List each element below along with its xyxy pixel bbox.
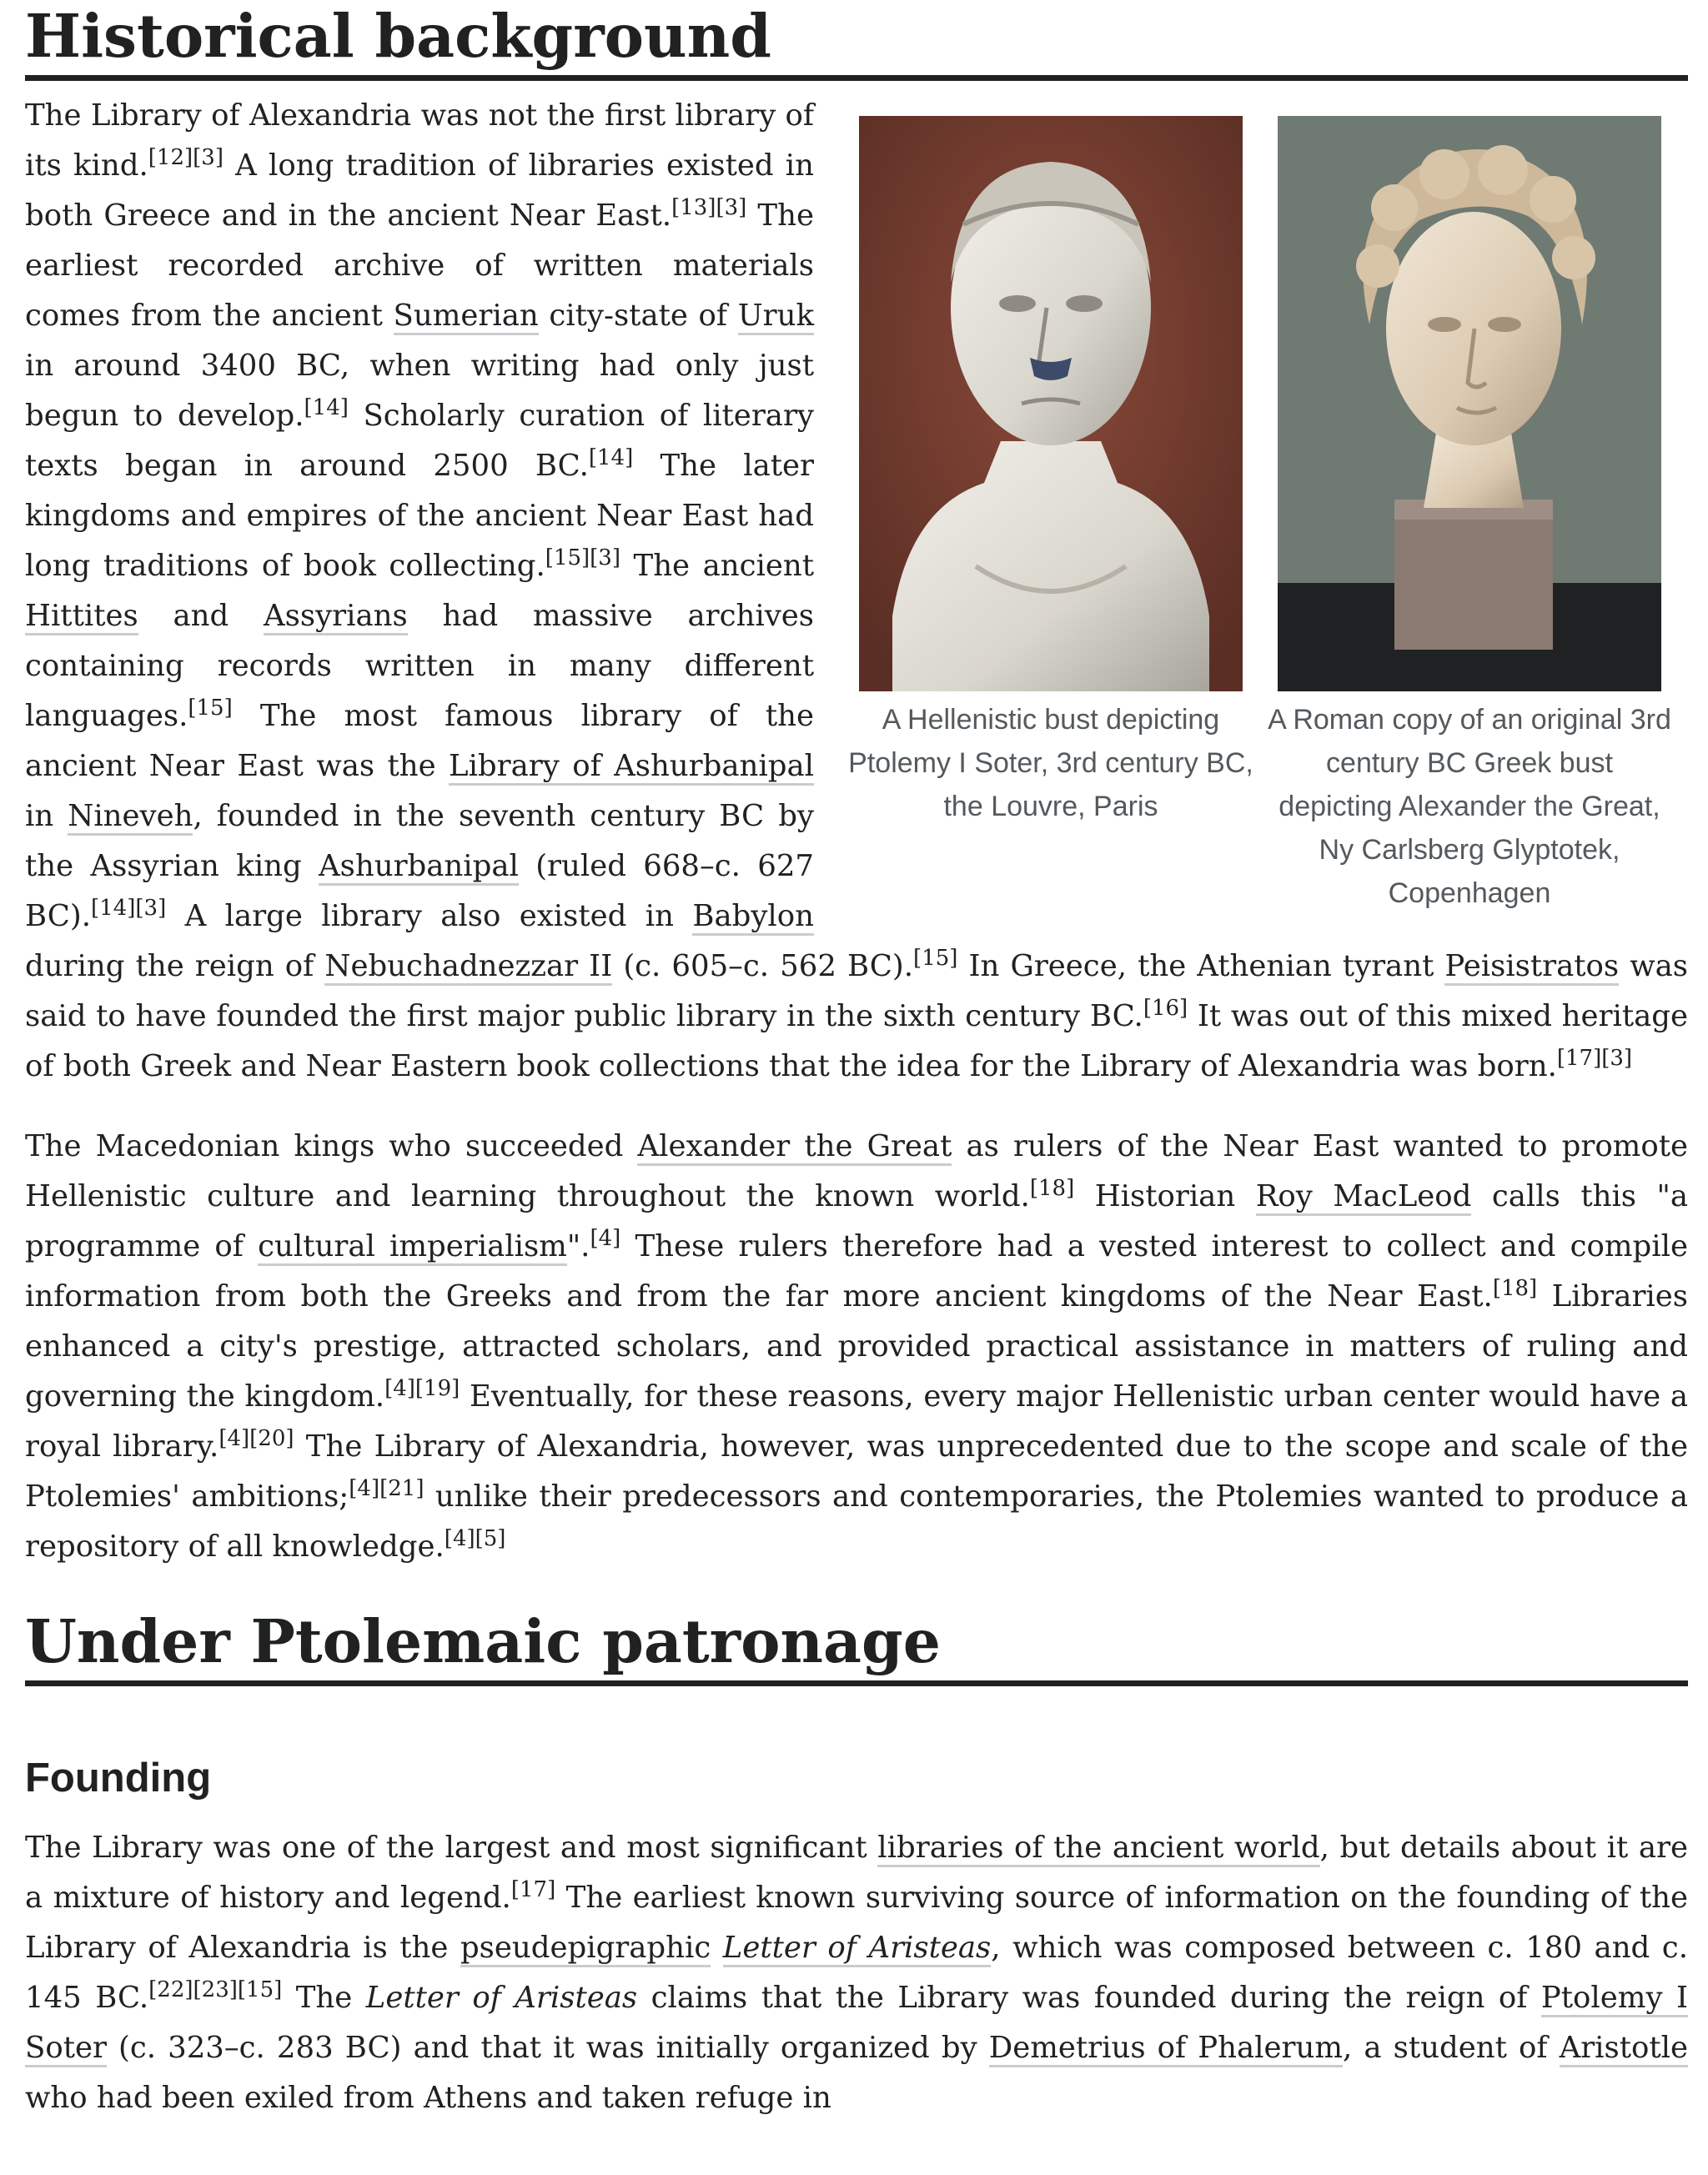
text [711,1931,723,1965]
citation[interactable]: [4][21] [349,1476,424,1502]
text: calls this "a programme of [25,1179,1688,1263]
text: The earliest recorded archive of written materials comes from the ancient [25,198,814,333]
citation[interactable]: [4] [590,1226,621,1252]
citation[interactable]: [17][3] [1556,1046,1633,1072]
text: in around 3400 BC, when writing had only just begun to develop. [25,349,814,433]
text: The Library was one of the largest and most significant [25,1831,878,1865]
citation[interactable]: [18] [1492,1276,1538,1302]
text: The Macedonian kings who succeeded [25,1129,638,1163]
text: Historian [1074,1179,1256,1213]
text: , a student of [1343,2031,1560,2065]
text: was said to have founded the first major public library in the sixth century BC. [25,949,1688,1033]
link-babylon[interactable]: Babylon [692,899,814,936]
text: These rulers therefore had a vested interest to collect and compile information from both the Greeks and from the far more ancient kingdoms of the Near East. [25,1229,1688,1314]
text: A large library also existed in [166,899,693,933]
link-roy-macleod[interactable]: Roy MacLeod [1256,1179,1472,1216]
section-heading-historical-background: Historical background [25,0,1688,81]
text: Scholarly curation of literary texts began in around 2500 BC. [25,399,814,483]
citation[interactable]: [16] [1143,996,1188,1022]
text: (c. 605–c. 562 BC). [612,949,914,983]
link-aristotle[interactable]: Aristotle [1560,2031,1688,2067]
link-ptolemy-i-soter[interactable]: Ptolemy I Soter [25,1981,1688,2067]
text: The later kingdoms and empires of the ancient Near East had long traditions of book collecting. [25,449,815,583]
text: as rulers of the Near East wanted to promote Hellenistic culture and learning throughout the known world. [25,1129,1688,1213]
text: It was out of this mixed heritage of both Greek and Near Eastern book collections that the idea for the Library of Alexandria was born. [25,999,1688,1083]
citation[interactable]: [13][3] [671,195,747,221]
text: The [282,1981,366,2015]
link-pseudepigraphic[interactable]: pseudepigraphic [460,1931,711,1967]
citation[interactable]: [4][5] [444,1526,506,1552]
text: , which was composed between c. 180 and c. 145 BC. [25,1931,1688,2015]
citation[interactable]: [15] [188,696,233,721]
text: claims that the Library was founded during the reign of [637,1981,1541,2015]
image-gallery [847,116,1673,915]
text: during the reign of [25,949,325,983]
link-nebuchadnezzar-ii[interactable]: Nebuchadnezzar II [324,949,612,986]
citation[interactable]: [22][23][15] [148,1977,283,2003]
text: The Library of Alexandria was not the first library of its kind. [25,98,814,183]
alexander-bust-illustration [1278,116,1661,691]
text: city-state of [538,299,738,333]
figure-caption: A Roman copy of an original 3rd century BC Greek bust depicting Alexander the Great, Ny Carlsberg Glyptotek, Copenhagen [1268,704,1671,909]
citation[interactable]: [15][3] [545,545,620,571]
link-cultural-imperialism[interactable]: cultural imperialism [258,1229,567,1266]
subsection-heading-founding: Founding [25,1756,212,1801]
text: The Library of Alexandria, however, was unprecedented due to the scope and scale of the Ptolemies' ambitions; [25,1429,1688,1514]
text: (ruled 668–c. 627 BC). [25,849,814,933]
figure-alexander [1266,116,1673,915]
figure-ptolemy [847,116,1254,915]
paragraph [25,1122,1688,1572]
text: Eventually, for these reasons, every major Hellenistic urban center would have a royal library. [25,1379,1688,1464]
ptolemy-bust-illustration [859,116,1243,691]
figure-caption: A Hellenistic bust depicting Ptolemy I Soter, 3rd century BC, the Louvre, Paris [848,704,1253,822]
citation[interactable]: [15] [913,946,958,972]
alexander-bust-image[interactable] [1278,116,1661,691]
section-heading-under-ptolemaic-patronage: Under Ptolemaic patronage [25,1605,1688,1686]
citation[interactable]: [14] [304,395,349,421]
citation[interactable]: [14][3] [91,896,167,922]
text: , founded in the seventh century BC by the Assyrian king [25,799,814,883]
text: A long tradition of libraries existed in both Greece and in the ancient Near East. [25,148,814,233]
text: The most famous library of the ancient Near East was the [25,699,814,783]
text: in [25,799,68,833]
link-letter-of-aristeas[interactable]: Letter of Aristeas [723,1931,992,1967]
text: ". [566,1229,590,1263]
text: unlike their predecessors and contemporaries, the Ptolemies wanted to produce a repository of all knowledge. [25,1479,1688,1564]
citation[interactable]: [4][19] [384,1376,460,1402]
citation[interactable]: [14] [588,445,634,471]
link-alexander-the-great[interactable]: Alexander the Great [637,1129,952,1166]
link-peisistratos[interactable]: Peisistratos [1444,949,1619,986]
link-hittites[interactable]: Hittites [25,599,138,635]
link-assyrians[interactable]: Assyrians [264,599,408,635]
link-uruk[interactable]: Uruk [738,299,814,335]
text: and [138,599,264,633]
link-libraries-of-the-ancient-world[interactable]: libraries of the ancient world [877,1831,1319,1867]
paragraph [25,1823,1688,2123]
text: In Greece, the Athenian tyrant [957,949,1445,983]
citation[interactable]: [4][20] [219,1426,294,1452]
link-sumerian[interactable]: Sumerian [394,299,539,335]
citation[interactable]: [17] [510,1877,556,1903]
text: who had been exiled from Athens and taken refuge in [25,2081,831,2115]
citation[interactable]: [12][3] [148,145,224,171]
text: Libraries enhanced a city's prestige, attracted scholars, and provided practical assistance in matters of ruling and governing the kingdom. [25,1279,1688,1414]
link-ashurbanipal[interactable]: Ashurbanipal [319,849,519,886]
link-library-of-ashurbanipal[interactable]: Library of Ashurbanipal [449,749,814,786]
italic-title: Letter of Aristeas [365,1981,638,2015]
text: The ancient [620,549,814,583]
ptolemy-bust-image[interactable] [859,116,1243,691]
text: (c. 323–c. 283 BC) and that it was initially organized by [106,2031,989,2065]
link-nineveh[interactable]: Nineveh [68,799,193,836]
text: , but details about it are a mixture of history and legend. [25,1831,1688,1915]
text: The earliest known surviving source of information on the founding of the Library of Alexandria is the [25,1881,1688,1965]
text: had massive archives containing records written in many different languages. [25,599,814,733]
link-demetrius-of-phalerum[interactable]: Demetrius of Phalerum [989,2031,1343,2067]
citation[interactable]: [18] [1029,1176,1075,1202]
